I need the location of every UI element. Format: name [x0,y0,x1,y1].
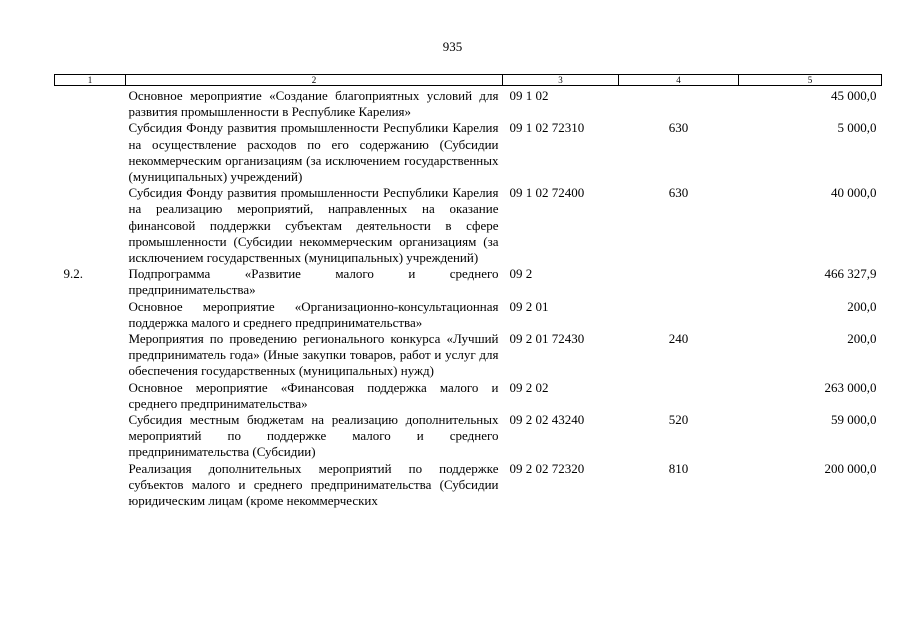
row-expense-type: 810 [668,460,689,476]
row-amount: 200 000,0 [824,460,877,476]
row-name: Подпрограмма «Развитие малого и среднего предпринимательства» [128,266,499,298]
row-number [55,86,126,121]
row-name: Реализация дополнительных мероприятий по поддержке субъектов малого и среднего предпринимательства (Субсидии юридическим лицам (кроме некоммерческих [128,460,499,509]
row-target-code: 09 1 02 72400 [509,185,585,201]
row-amount: 466 327,9 [824,266,877,282]
table-row [55,461,882,510]
row-number [55,380,126,412]
column-header-5: 5 [739,75,882,86]
budget-table [54,74,882,509]
row-amount: 200,0 [847,331,877,347]
row-target-code: 09 2 02 72320 [509,460,585,476]
row-target-code: 09 2 01 [509,298,549,314]
row-name: Основное мероприятие «Организационно-консультационная поддержка малого и среднего предпринимательства» [128,298,499,330]
table-row [55,380,882,412]
row-number: 9.2. [63,266,83,282]
row-name: Основное мероприятие «Финансовая поддержка малого и среднего предпринимательства» [128,379,499,411]
column-header-4: 4 [619,75,739,86]
table-row [55,86,882,121]
table-row [55,120,882,185]
row-number [55,120,126,185]
table-header-row [55,75,882,86]
row-expense-type [619,380,739,412]
row-name: Мероприятия по проведению регионального конкурса «Лучший предприниматель года» (Иные закупки товаров, работ и услуг для обеспечения государственных (муниципальных) нужд) [128,331,499,379]
row-expense-type: 520 [668,412,689,428]
row-amount: 40 000,0 [831,185,877,201]
row-expense-type [619,266,739,298]
row-number [55,412,126,461]
row-expense-type: 240 [668,331,689,347]
table-row [55,266,882,298]
row-expense-type [619,299,739,331]
row-number [55,461,126,510]
column-header-3: 3 [503,75,619,86]
row-amount: 59 000,0 [831,412,877,428]
page-number: 935 [442,39,463,54]
row-expense-type: 630 [668,120,689,136]
row-amount: 5 000,0 [837,120,877,136]
row-target-code: 09 2 02 43240 [509,412,585,428]
row-number [55,185,126,266]
table-row [55,185,882,266]
row-name: Субсидия Фонду развития промышленности Республики Карелия на реализацию мероприятий, направленных на оказание финансовой поддержки субъектам деятельности в сфере промышленности (Субсидии некоммерческим организациям (за исключением государственных (муниципальных) учреждений) [128,185,499,266]
column-header-2: 2 [126,75,503,86]
row-number [55,299,126,331]
table-row [55,331,882,380]
row-target-code: 09 1 02 72310 [509,120,585,136]
row-amount: 200,0 [847,298,877,314]
table-row [55,299,882,331]
row-target-code: 09 2 02 [509,379,549,395]
table-row [55,412,882,461]
row-target-code: 09 2 [509,266,533,282]
column-header-1: 1 [55,75,126,86]
row-amount: 263 000,0 [824,379,877,395]
row-name: Субсидия Фонду развития промышленности Республики Карелия на осуществление расходов по его содержанию (Субсидии некоммерческим организациям (за исключением государственных (муниципальных) учреждений) [128,120,499,185]
row-expense-type: 630 [668,185,689,201]
row-expense-type [619,86,739,121]
row-number [55,331,126,380]
row-name: Субсидия местным бюджетам на реализацию дополнительных мероприятий по поддержке малого и среднего предпринимательства (Субсидии) [128,412,499,460]
row-amount: 45 000,0 [831,88,877,103]
row-target-code: 09 1 02 [509,88,549,103]
row-target-code: 09 2 01 72430 [509,331,585,347]
row-name: Основное мероприятие «Создание благоприятных условий для развития промышленности в Республике Карелия» [128,88,499,120]
